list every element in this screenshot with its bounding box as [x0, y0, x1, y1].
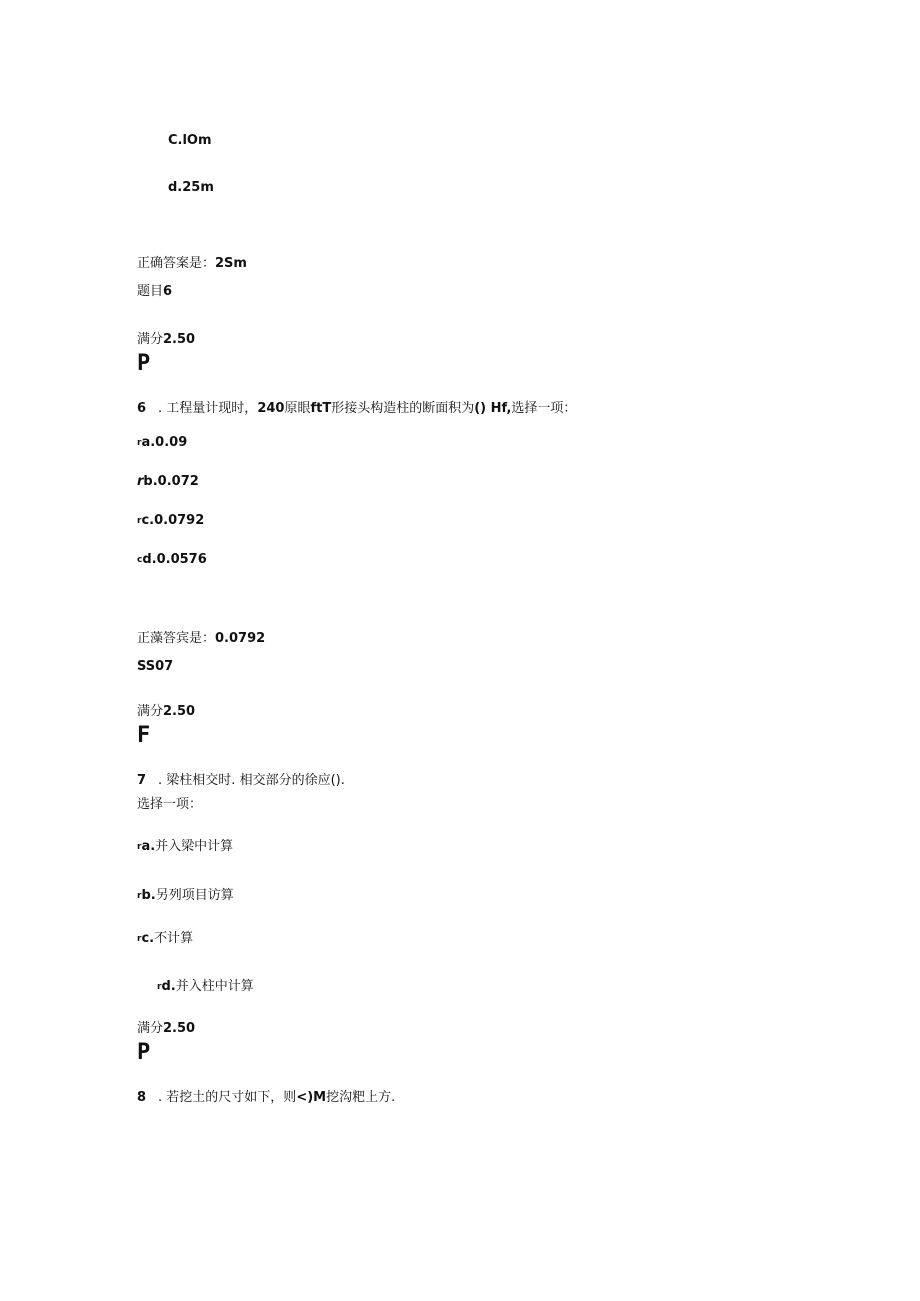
question-number: 6: [137, 401, 147, 416]
radio-icon[interactable]: r: [137, 516, 142, 526]
radio-icon[interactable]: r: [137, 474, 144, 489]
option-label: 不计算: [154, 931, 194, 946]
score-value: 2.50: [163, 704, 196, 719]
option-label: b.0.072: [143, 474, 199, 489]
option-label: d.0.0576: [142, 552, 207, 567]
prev-option-d: d.25m: [168, 180, 214, 195]
stem-part: ftT: [310, 401, 332, 416]
stem-part: . 工程量计现时，: [158, 401, 258, 416]
stem-part: <)M: [296, 1090, 327, 1105]
radio-icon[interactable]: r: [137, 934, 142, 944]
stem-text: . 梁柱相交时. 相交部分的徐应().: [158, 773, 345, 788]
question-title-label: 题目: [137, 284, 164, 299]
option-c[interactable]: [137, 931, 193, 947]
answer-label: 正藻答宾是：: [137, 631, 216, 646]
radio-icon[interactable]: r: [137, 842, 142, 852]
option-letter: a.: [141, 839, 156, 854]
question-6-score: [137, 332, 195, 348]
option-b[interactable]: [137, 888, 234, 904]
score-label: 满分: [137, 704, 164, 719]
stem-part: 挖沟粑上方.: [326, 1090, 396, 1105]
stem-part: 原眼: [284, 401, 311, 416]
question-7-score-repeat: [137, 1021, 195, 1037]
radio-icon[interactable]: c: [137, 555, 143, 565]
flag-icon[interactable]: P: [137, 1040, 151, 1065]
stem-part: () Hf,: [474, 401, 512, 416]
option-d[interactable]: [137, 552, 207, 568]
option-a[interactable]: [137, 435, 187, 451]
question-7-score: [137, 704, 195, 720]
flag-icon[interactable]: P: [137, 351, 151, 376]
question-title-number: 6: [163, 284, 173, 299]
question-6-stem: [137, 401, 576, 417]
stem-part: 240: [257, 401, 285, 416]
option-letter: d.: [161, 979, 176, 994]
answer-value: 0.0792: [215, 631, 266, 646]
stem-part: . 若挖土的尺寸如下，则: [158, 1090, 297, 1105]
flag-icon[interactable]: F: [137, 723, 151, 748]
select-one-label: 选择一项：: [137, 797, 203, 812]
prev-option-c: C.lOm: [168, 133, 212, 148]
radio-icon[interactable]: r: [137, 891, 142, 901]
answer-label: 正确答案是：: [137, 256, 216, 271]
radio-icon[interactable]: r: [157, 982, 162, 992]
option-label: a.0.09: [141, 435, 188, 450]
question-number: 7: [137, 773, 147, 788]
score-value: 2.50: [163, 1021, 196, 1036]
question-6-correct-answer: [137, 631, 265, 647]
option-b[interactable]: [137, 474, 199, 490]
option-label: c.0.0792: [141, 513, 205, 528]
score-label: 满分: [137, 332, 164, 347]
option-label: 并入梁中计算: [155, 839, 234, 854]
question-number: 8: [137, 1090, 147, 1105]
score-label: 满分: [137, 1021, 164, 1036]
option-letter: c.: [141, 931, 155, 946]
question-6-title: [137, 284, 172, 300]
score-value: 2.50: [163, 332, 196, 347]
question-7-title: SS07: [137, 659, 174, 674]
stem-part: 形接头构造柱的断面积为: [331, 401, 475, 416]
option-a[interactable]: [137, 839, 233, 855]
stem-part: 选择一项：: [511, 401, 577, 416]
radio-icon[interactable]: r: [137, 438, 142, 448]
prev-correct-answer: [137, 256, 247, 272]
option-letter: b.: [141, 888, 156, 903]
option-label: 另列项目访算: [155, 888, 234, 903]
option-d[interactable]: [157, 979, 254, 995]
option-label: 并入柱中计算: [175, 979, 254, 994]
question-8-stem: [137, 1090, 395, 1106]
option-c[interactable]: [137, 513, 204, 529]
answer-value: 2Sm: [215, 256, 247, 271]
question-7-stem: [137, 773, 345, 789]
